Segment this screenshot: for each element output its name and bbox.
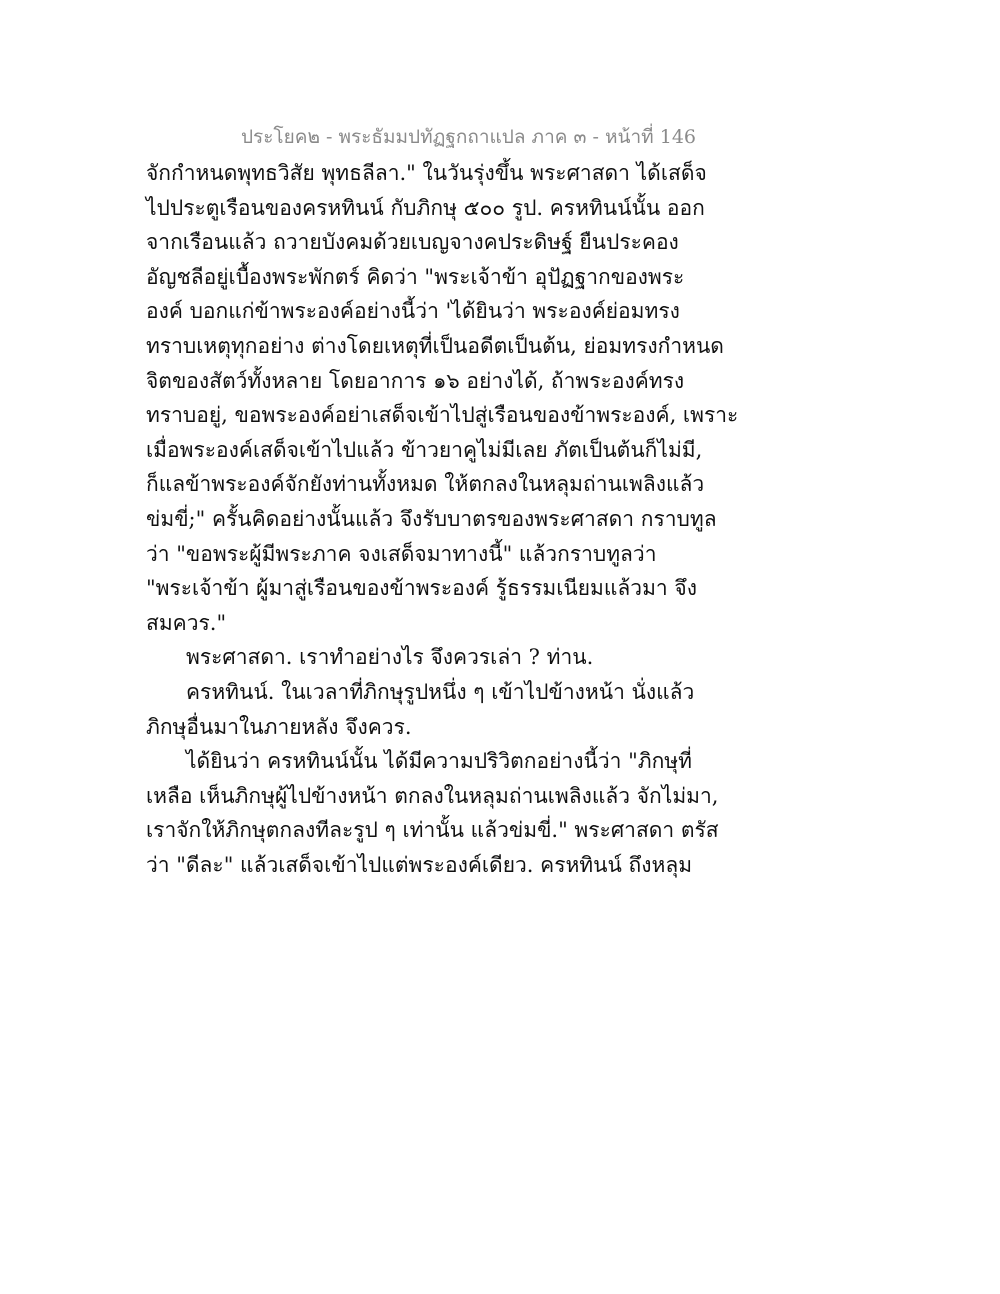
text-line: อัญชลีอยู่เบื้องพระพักตร์ คิดว่า "พระเจ้าข้า อุปัฏฐากของพระ [146, 264, 685, 289]
paragraph-start-line: ครหทินน์. ในเวลาที่ภิกษุรูปหนึ่ง ๆ เข้าไปข้างหน้า นั่งแล้ว [186, 679, 695, 704]
text-line: ทราบอยู่, ขอพระองค์อย่าเสด็จเข้าไปสู่เรือนของข้าพระองค์, เพราะ [146, 403, 739, 428]
text-line: ข่มขี่;" ครั้นคิดอย่างนั้นแล้ว จึงรับบาตรของพระศาสดา กราบทูล [146, 506, 717, 531]
text-line: เราจักให้ภิกษุตกลงทีละรูป ๆ เท่านั้น แล้วข่มขี่." พระศาสดา ตรัส [146, 818, 719, 843]
running-header: ประโยค๒ - พระธัมมปทัฏฐกถาแปล ภาค ๓ - หน้าที่ 146 [240, 126, 696, 148]
paragraph-start-line: พระศาสดา. เราทำอย่างไร จึงควรเล่า ? ท่าน. [186, 645, 594, 670]
text-line: ก็แลข้าพระองค์จักยังท่านทั้งหมด ให้ตกลงในหลุมถ่านเพลิงแล้ว [146, 472, 705, 497]
text-line: เหลือ เห็นภิกษุผู้ไปข้างหน้า ตกลงในหลุมถ่านเพลิงแล้ว จักไม่มา, [146, 783, 719, 808]
text-line: ภิกษุอื่นมาในภายหลัง จึงควร. [146, 714, 412, 739]
text-line: ทราบเหตุทุกอย่าง ต่างโดยเหตุที่เป็นอดีตเป็นต้น, ย่อมทรงกำหนด [146, 333, 724, 358]
text-line: จิตของสัตว์ทั้งหลาย โดยอาการ ๑๖ อย่างได้, ถ้าพระองค์ทรง [146, 368, 685, 393]
text-line: จักกำหนดพุทธวิสัย พุทธลีลา." ในวันรุ่งขึ้น พระศาสดา ได้เสด็จ [146, 161, 707, 185]
paragraph-start-line: ได้ยินว่า ครหทินน์นั้น ได้มีความปริวิตกอย่างนี้ว่า "ภิกษุที่ [186, 749, 692, 774]
text-line: จากเรือนแล้ว ถวายบังคมด้วยเบญจางคประดิษฐ์ ยืนประคอง [146, 230, 679, 255]
text-line: ว่า "ขอพระผู้มีพระภาค จงเสด็จมาทางนี้" แล้วกราบทูลว่า [146, 541, 657, 566]
text-line: สมควร." [146, 610, 227, 635]
text-line: องค์ บอกแก่ข้าพระองค์อย่างนี้ว่า 'ได้ยินว่า พระองค์ย่อมทรง [146, 299, 680, 324]
text-line: เมื่อพระองค์เสด็จเข้าไปแล้ว ข้าวยาคูไม่มีเลย ภัตเป็นต้นก็ไม่มี, [146, 437, 703, 462]
text-line: ว่า "ดีละ" แล้วเสด็จเข้าไปแต่พระองค์เดียว. ครหทินน์ ถึงหลุม [146, 852, 693, 877]
text-line: ไปประตูเรือนของครหทินน์ กับภิกษุ ๕๐๐ รูป. ครหทินน์นั้น ออก [146, 195, 705, 220]
body-text [146, 156, 739, 882]
text-line: "พระเจ้าข้า ผู้มาสู่เรือนของข้าพระองค์ รู้ธรรมเนียมแล้วมา จึง [146, 576, 697, 601]
